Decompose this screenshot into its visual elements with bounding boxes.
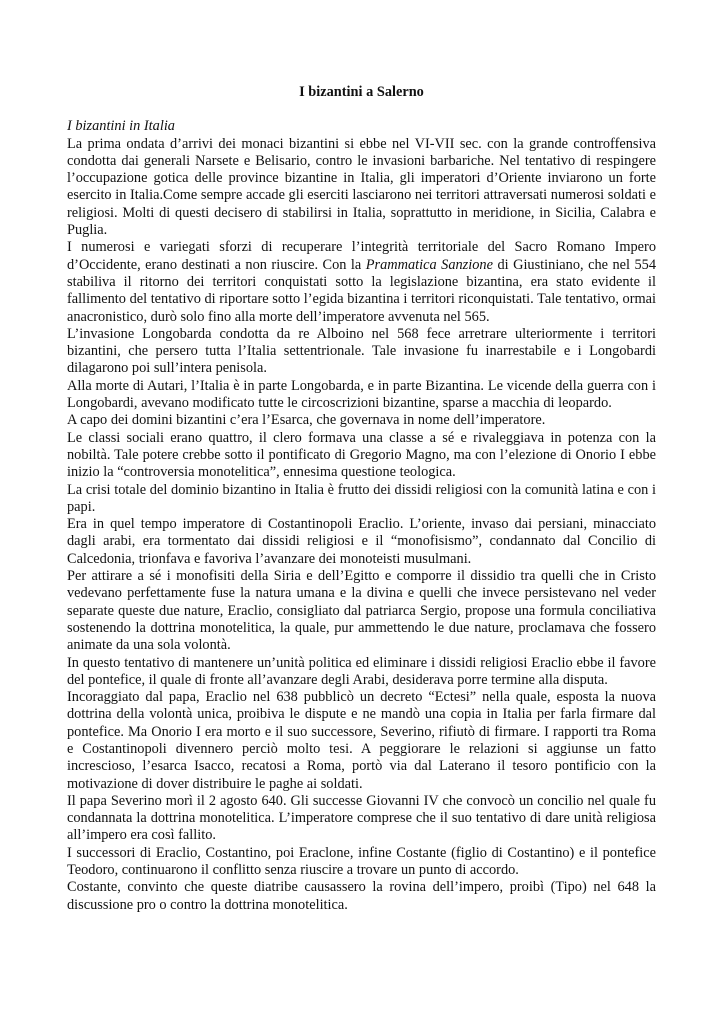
text-run: Alla morte di Autari, l’Italia è in parte Longobarda, e in parte Bizantina. Le vicende della guerra con i Longobardi, avevano modificato tutte le circoscrizioni bizantine, sparse a macchia di leopardo.: [67, 377, 656, 412]
text-run: Il papa Severino morì il 2 agosto 640. Gli successe Giovanni IV che convocò un concilio nel quale fu condannata la dottrina monotelitica. L’imperatore comprese che il suo tentativo di dare unità religiosa all’impero era così fallito.: [67, 792, 656, 844]
paragraph: [67, 378, 656, 413]
paragraph: [67, 239, 656, 325]
paragraph: [67, 430, 656, 482]
text-run: La crisi totale del dominio bizantino in Italia è frutto dei dissidi religiosi con la comunità latina e con i papi.: [67, 481, 656, 515]
text-run: In questo tentativo di mantenere un’unità politica ed eliminare i dissidi religiosi Eraclio ebbe il favore del pontefice, il quale di fronte all’avanzare degli Arabi, desiderava porre termine alla disputa.: [67, 654, 656, 688]
paragraph: [67, 136, 656, 240]
text-run: L’invasione Longobarda condotta da re Alboino nel 568 fece arretrare ulteriormente i territori bizantini, che persero tutta l’Italia settentrionale. Tale invasione fu inarrestabile e i Longobardi dilagarono poi sull’intera penisola.: [67, 325, 656, 377]
paragraph: [67, 482, 656, 517]
document-title: I bizantini a Salerno: [299, 84, 424, 100]
paragraph: [67, 879, 656, 914]
paragraph: [67, 655, 656, 690]
text-run: A capo dei domini bizantini c’era l’Esarca, che governava in nome dell’imperatore.: [67, 412, 546, 429]
text-run: I successori di Eraclio, Costantino, poi Eraclone, infine Costante (figlio di Costantino) e il pontefice Teodoro, continuarono il conflitto senza riuscire a trovare un punto di accordo.: [67, 844, 656, 879]
paragraph: [67, 326, 656, 378]
section-heading: I bizantini in Italia: [67, 118, 175, 135]
text-run: I numerosi e variegati sforzi di recuperare l’integrità territoriale del Sacro Romano Impero d’Occidente, erano destinati a non riuscire. Con la: [67, 239, 656, 273]
text-run: La prima ondata d’arrivi dei monaci bizantini si ebbe nel VI-VII sec. con la grande controffensiva condotta dai generali Narsete e Belisario, contro le invasioni barbariche. Nel tentativo di respingere l’occupazione gotica delle province bizantine in Italia, gli imperatori d’Oriente inviarono un forte esercito in Italia.Come sempre accade gli eserciti lasciarono nei territori attraversati numerosi soldati e religiosi. Molti di questi decisero di stabilirsi in Italia, soprattutto in meridione, in Sicilia, Calabra e Puglia.: [67, 135, 656, 239]
paragraph: [67, 516, 656, 568]
paragraph: [67, 412, 656, 429]
text-run: Le classi sociali erano quattro, il clero formava una classe a sé e rivaleggiava in potenza con la nobiltà. Tale potere crebbe sotto il pontificato di Gregorio Magno, ma con l’elezione di Onorio I ebbe inizio la “controversia monotelitica”, ennesima questione teologica.: [67, 429, 656, 481]
text-run: Era in quel tempo imperatore di Costantinopoli Eraclio. L’oriente, invaso dai persiani, minacciato dagli arabi, era tormentato dai dissidi religiosi e il “monofisismo”, condannato dal Concilio di Calcedonia, trionfava e favoriva l’avanzare dei monoteisti musulmani.: [67, 516, 656, 567]
text-run: Costante, convinto che queste diatribe causassero la rovina dell’impero, proibì (Tipo) nel 648 la discussione pro o contro la dottrina monotelitica.: [67, 879, 656, 913]
paragraph: [67, 845, 656, 880]
paragraph: [67, 689, 656, 793]
text-run: di Giustiniano, che nel 554 stabiliva il ritorno dei territori conquistati sotto la legislazione bizantina, era stato evidente il fallimento del tentativo di riportare sotto l’egida bizantina i territori riconquistati. Tale tentativo, ormai anacronistico, durò solo fino alla morte dell’imperatore avvenuta nel 565.: [67, 256, 656, 325]
paragraph: [67, 568, 656, 654]
document-page: [67, 84, 656, 914]
paragraph: [67, 793, 656, 845]
text-run: Per attirare a sé i monofisiti della Siria e dell’Egitto e comporre il dissidio tra quelli che in Cristo vedevano perfettamente fuse la natura umana e la divina e quelli che invece persistevano nel veder separate queste due nature, Eraclio, consigliato dal patriarca Sergio, propose una formula conciliativa sostenendo la dottrina monotelitica, la quale, pur ammettendo le due nature, proclamava che fossero animate da una sola volontà.: [67, 568, 656, 654]
text-run: Incoraggiato dal papa, Eraclio nel 638 pubblicò un decreto “Ectesi” nella quale, esposta la nuova dottrina della volontà unica, proibiva le dispute e ne mandò una copia in Italia per farla firmare dal pontefice. Ma Onorio I era morto e il suo successore, Severino, rifiutò di firmare. I rapporti tra Roma e Costantinopoli divennero perciò molto tesi. A peggiorare le relazioni si aggiunse un fatto increscioso, l’esarca Isacco, recatosi a Roma, portò via dal Laterano il tesoro pontificio con la motivazione di dover distribuire le paghe ai soldati.: [67, 689, 656, 792]
document-body: [67, 136, 656, 914]
italic-text-run: Prammatica Sanzione: [365, 256, 493, 273]
